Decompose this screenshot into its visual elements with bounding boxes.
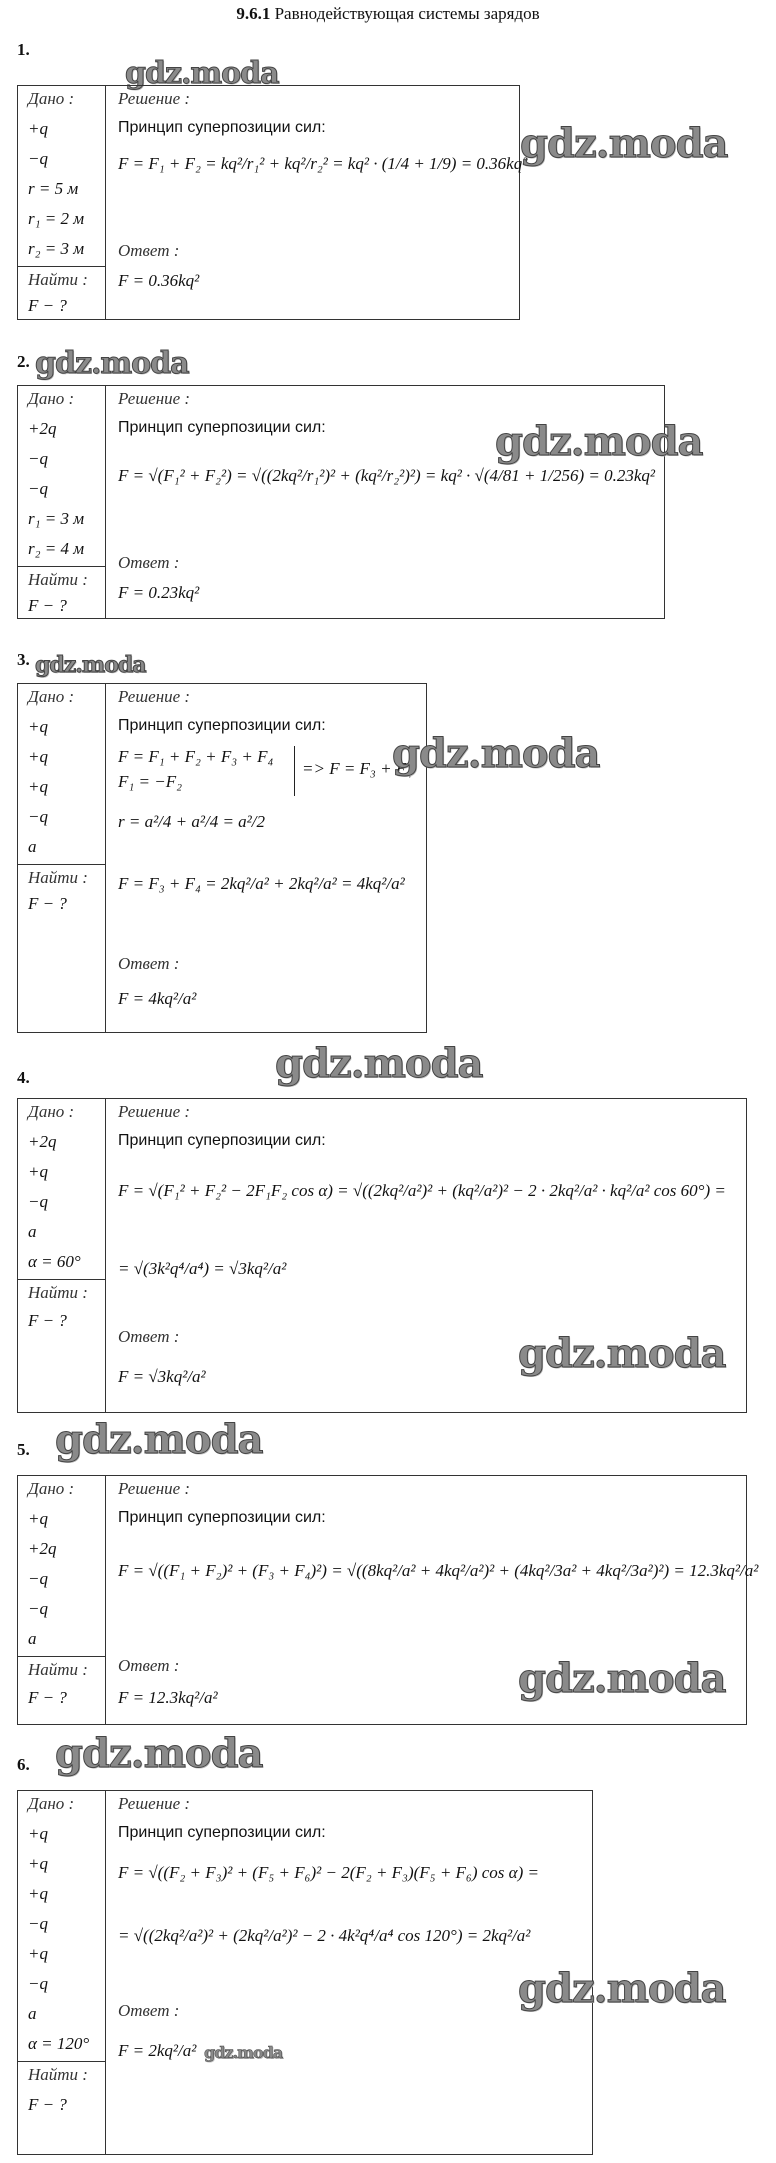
given-item: a [28, 2004, 37, 2023]
given-item: −q [28, 1569, 48, 1588]
given-item: +q [28, 1854, 48, 1873]
section-title: Равнодействующая системы зарядов [274, 4, 540, 23]
given-item: r₁ = 3 м [28, 509, 85, 528]
watermark: gdz.moda [520, 120, 728, 167]
principle-text: Принцип суперпозиции сил: [118, 1824, 326, 1841]
find-value: F − ? [28, 1688, 67, 1707]
watermark: gdz.moda [518, 1655, 726, 1702]
watermark: gdz.moda [518, 1965, 726, 2012]
section-number: 9.6.1 [236, 4, 271, 23]
given-item: +2q [28, 1132, 57, 1151]
find-value: F − ? [28, 894, 67, 913]
problem-box [17, 683, 427, 1033]
given-item: −q [28, 1192, 48, 1211]
formula: F = F₃ + F₄ = 2kq²/a² + 2kq²/a² = 4kq²/a² [118, 874, 405, 893]
given-label: Дано : [28, 1102, 75, 1121]
watermark: gdz.moda [518, 1330, 726, 1377]
solution-label: Решение : [118, 1794, 191, 1813]
given-item: +q [28, 1162, 48, 1181]
given-item: a [28, 837, 37, 856]
problem-number: 2. [17, 352, 30, 371]
find-label: Найти : [28, 868, 88, 887]
watermark: gdz.moda [35, 652, 146, 678]
principle-text: Принцип суперпозиции сил: [118, 1132, 326, 1149]
given-item: +q [28, 1509, 48, 1528]
answer-formula: F = √3kq²/a² [118, 1367, 206, 1386]
answer-label: Ответ : [118, 1327, 180, 1346]
problem-number: 5. [17, 1440, 30, 1459]
divider [18, 266, 105, 267]
divider [18, 1656, 105, 1657]
formula: => F = F₃ + F₄ [302, 759, 413, 778]
solution-label: Решение : [118, 1479, 191, 1498]
given-item: −q [28, 1599, 48, 1618]
watermark: gdz.moda [125, 56, 279, 91]
formula: = √(3k²q⁴/a⁴) = √3kq²/a² [118, 1259, 287, 1278]
problem-box [17, 1790, 593, 2155]
watermark: gdz.moda [55, 1416, 263, 1463]
given-item: −q [28, 149, 48, 168]
given-item: a [28, 1222, 37, 1241]
problem-number: 4. [17, 1068, 30, 1087]
formula: = √((2kq²/a²)² + (2kq²/a²)² − 2 · 4k²q⁴/a⁴ cos 120°) = 2kq²/a² [118, 1926, 531, 1945]
formula: F = √((F₁ + F₂)² + (F₃ + F₄)²) = √((8kq²/a² + 4kq²/a²)² + (4kq²/3a² + 4kq²/3a²)²) = 12.3kq²/a² [118, 1561, 759, 1580]
find-label: Найти : [28, 2065, 88, 2084]
given-item: a [28, 1629, 37, 1648]
given-item: α = 60° [28, 1252, 81, 1271]
given-column [18, 684, 106, 1032]
given-label: Дано : [28, 1479, 75, 1498]
divider [18, 2061, 105, 2062]
given-column [18, 1791, 106, 2154]
given-column [18, 1099, 106, 1412]
given-item: +q [28, 717, 48, 736]
problem-number: 1. [17, 40, 30, 59]
find-label: Найти : [28, 1660, 88, 1679]
given-label: Дано : [28, 1794, 75, 1813]
brace [294, 746, 295, 796]
given-label: Дано : [28, 89, 75, 108]
answer-formula: F = 0.36kq² [118, 271, 200, 290]
watermark: gdz.moda [35, 346, 189, 381]
watermark: gdz.moda [392, 730, 600, 777]
solution-column [118, 86, 528, 319]
problem-box [17, 85, 528, 320]
divider [18, 566, 105, 567]
solution-label: Решение : [118, 1102, 191, 1121]
answer-formula: F = 4kq²/a² [118, 989, 197, 1008]
formula: F = √(F₁² + F₂² − 2F₁F₂ cos α) = √((2kq²/a²)² + (kq²/a²)² − 2 · 2kq²/a² · kq²/a² cos 60°) = [118, 1181, 726, 1200]
principle-text: Принцип суперпозиции сил: [118, 717, 326, 734]
formula: F = F₁ + F₂ + F₃ + F₄ [118, 747, 274, 766]
given-item: −q [28, 807, 48, 826]
given-label: Дано : [28, 389, 75, 408]
formula: F = √(F₁² + F₂²) = √((2kq²/r₁²)² + (kq²/r₂²)²) = kq² · √(4/81 + 1/256) = 0.23kq² [118, 466, 655, 485]
formula: F = F₁ + F₂ = kq²/r₁² + kq²/r₂² = kq² · (1/4 + 1/9) = 0.36kq² [118, 154, 528, 173]
given-item: −q [28, 1914, 48, 1933]
given-item: r₂ = 3 м [28, 239, 85, 258]
formula: r = a²/4 + a²/4 = a²/2 [118, 812, 265, 831]
solution-label: Решение : [118, 687, 191, 706]
given-item: +2q [28, 1539, 57, 1558]
watermark: gdz.moda [204, 2043, 283, 2062]
watermark: gdz.moda [55, 1730, 263, 1777]
given-item: −q [28, 449, 48, 468]
solution-label: Решение : [118, 389, 191, 408]
answer-formula: F = 0.23kq² [118, 583, 200, 602]
formula: F₁ = −F₂ [118, 772, 183, 791]
given-column [18, 86, 106, 319]
page-title [0, 4, 776, 24]
problem-number: 6. [17, 1755, 30, 1774]
divider [18, 1279, 105, 1280]
find-value: F − ? [28, 296, 67, 315]
answer-formula: F = 2kq²/a² [118, 2041, 197, 2060]
answer-label: Ответ : [118, 2001, 180, 2020]
given-item: +q [28, 1944, 48, 1963]
given-item: −q [28, 1974, 48, 1993]
given-item: r₂ = 4 м [28, 539, 85, 558]
solution-label: Решение : [118, 89, 191, 108]
answer-label: Ответ : [118, 1656, 180, 1675]
find-label: Найти : [28, 270, 88, 289]
given-item: +2q [28, 419, 57, 438]
find-value: F − ? [28, 2095, 67, 2114]
given-item: +q [28, 747, 48, 766]
watermark: gdz.moda [495, 418, 703, 465]
watermark: gdz.moda [275, 1040, 483, 1087]
given-item: +q [28, 777, 48, 796]
formula: F = √((F₂ + F₃)² + (F₅ + F₆)² − 2(F₂ + F₃)(F₅ + F₆) cos α) = [118, 1863, 539, 1882]
given-item: −q [28, 479, 48, 498]
answer-label: Ответ : [118, 241, 180, 260]
find-label: Найти : [28, 570, 88, 589]
principle-text: Принцип суперпозиции сил: [118, 119, 326, 136]
solution-column [118, 1791, 586, 2154]
given-column [18, 386, 106, 618]
divider [18, 864, 105, 865]
given-item: +q [28, 1884, 48, 1903]
given-column [18, 1476, 106, 1724]
find-label: Найти : [28, 1283, 88, 1302]
given-item: α = 120° [28, 2034, 90, 2053]
principle-text: Принцип суперпозиции сил: [118, 419, 326, 436]
given-item: +q [28, 119, 48, 138]
solution-column [118, 684, 420, 1032]
problem-number: 3. [17, 650, 30, 669]
principle-text: Принцип суперпозиции сил: [118, 1509, 326, 1526]
find-value: F − ? [28, 596, 67, 615]
answer-formula: F = 12.3kq²/a² [118, 1688, 218, 1707]
answer-label: Ответ : [118, 954, 180, 973]
answer-label: Ответ : [118, 553, 180, 572]
given-item: r₁ = 2 м [28, 209, 85, 228]
given-item: r = 5 м [28, 179, 79, 198]
given-label: Дано : [28, 687, 75, 706]
given-item: +q [28, 1824, 48, 1843]
find-value: F − ? [28, 1311, 67, 1330]
